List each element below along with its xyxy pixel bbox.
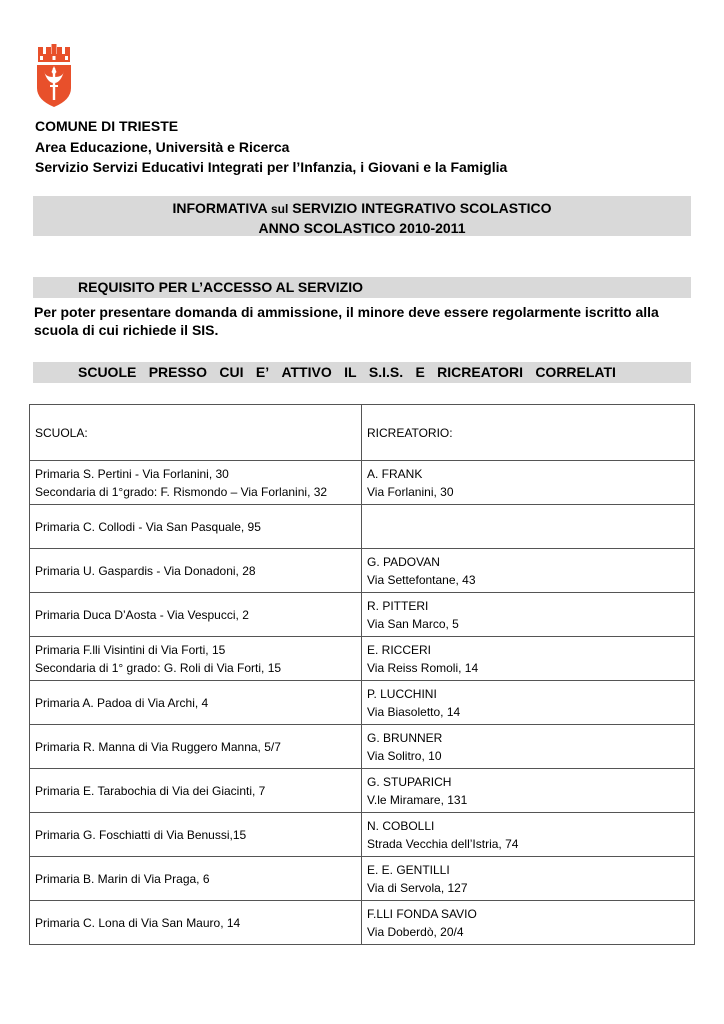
service-name: Servizio Servizi Educativi Integrati per l’Infanzia, i Giovani e la Famiglia	[35, 159, 508, 175]
school-cell-line: Primaria E. Tarabochia di Via dei Giacinti, 7	[35, 783, 266, 798]
school-cell	[30, 681, 362, 725]
recreation-center-cell-line: G. PADOVAN	[367, 554, 440, 569]
school-cell-line: Secondaria di 1°grado: F. Rismondo – Via Forlanini, 32	[35, 484, 328, 499]
recreation-center-cell-line: Via Biasoletto, 14	[367, 704, 461, 719]
school-cell-line: Primaria C. Collodi - Via San Pasquale, 95	[35, 519, 261, 534]
school-cell-line: Primaria B. Marin di Via Praga, 6	[35, 871, 210, 886]
school-cell	[30, 857, 362, 901]
school-cell	[30, 769, 362, 813]
table-row	[30, 593, 695, 637]
department-name: Area Educazione, Università e Ricerca	[35, 138, 290, 155]
heading-word: CORRELATI	[535, 364, 616, 380]
school-column-header: SCUOLA:	[30, 405, 362, 461]
recreation-center-cell-line: Strada Vecchia dell’Istria, 74	[367, 836, 519, 851]
heading-word: RICREATORI	[437, 364, 523, 380]
table-row	[30, 901, 695, 945]
school-cell	[30, 505, 362, 549]
school-cell-line: Primaria F.lli Visintini di Via Forti, 15	[35, 642, 226, 657]
heading-word: S.I.S.	[368, 364, 404, 380]
school-cell	[30, 813, 362, 857]
school-cell	[30, 549, 362, 593]
table-row	[30, 505, 695, 549]
school-cell-line: Primaria U. Gaspardis - Via Donadoni, 28	[35, 563, 256, 578]
school-cell	[30, 461, 362, 505]
school-cell	[30, 901, 362, 945]
table-row	[30, 857, 695, 901]
recreation-center-cell-line: Via Doberdò, 20/4	[367, 924, 464, 939]
recreation-column-header: RICREATORIO:	[362, 405, 695, 461]
heading-word: E’	[255, 364, 270, 380]
table-row	[30, 637, 695, 681]
school-cell-line: Primaria R. Manna di Via Ruggero Manna, 5/7	[35, 739, 281, 754]
recreation-center-cell-line: N. COBOLLI	[367, 818, 435, 833]
school-cell-line: Primaria S. Pertini - Via Forlanini, 30	[35, 466, 229, 481]
schools-heading	[33, 362, 691, 383]
recreation-center-cell-line: F.LLI FONDA SAVIO	[367, 906, 477, 921]
requirement-heading: REQUISITO PER L’ACCESSO AL SERVIZIO	[33, 277, 691, 298]
heading-word: E	[415, 364, 425, 380]
school-cell-line: Secondaria di 1° grado: G. Roli di Via Forti, 15	[35, 660, 282, 675]
recreation-center-cell-line: Via Reiss Romoli, 14	[367, 660, 479, 675]
recreation-center-cell-line: Via di Servola, 127	[367, 880, 468, 895]
recreation-center-cell	[362, 725, 695, 769]
recreation-center-cell-line: Via Forlanini, 30	[367, 484, 454, 499]
recreation-center-cell-line: Via San Marco, 5	[367, 616, 459, 631]
recreation-center-cell	[362, 549, 695, 593]
school-cell	[30, 593, 362, 637]
recreation-center-cell-line: E. RICCERI	[367, 642, 432, 657]
recreation-center-cell	[362, 461, 695, 505]
recreation-center-cell	[362, 857, 695, 901]
school-cell-line: Primaria G. Foschiatti di Via Benussi,15	[35, 827, 247, 842]
heading-word: ATTIVO	[281, 364, 332, 380]
recreation-center-cell-line: Via Settefontane, 43	[367, 572, 476, 587]
heading-word: SCUOLE	[78, 364, 137, 380]
recreation-center-cell-line: P. LUCCHINI	[367, 686, 437, 701]
recreation-center-cell	[362, 593, 695, 637]
heading-word: IL	[344, 364, 357, 380]
table-row	[30, 813, 695, 857]
trieste-coat-of-arms	[36, 44, 72, 108]
recreation-center-cell-line: E. E. GENTILLI	[367, 862, 450, 877]
heading-word: PRESSO	[148, 364, 208, 380]
table-row	[30, 725, 695, 769]
recreation-center-cell	[362, 813, 695, 857]
requirement-text: Per poter presentare domanda di ammissione, il minore deve essere regolarmente iscritto alla scuola di cui richiede il SIS.	[34, 304, 659, 338]
heading-word: CUI	[219, 364, 244, 380]
document-header	[35, 116, 695, 178]
table-header-row	[30, 405, 695, 461]
document-title: INFORMATIVA sul SERVIZIO INTEGRATIVO SCOLASTICO	[172, 200, 552, 216]
recreation-center-cell	[362, 637, 695, 681]
school-cell-line: Primaria Duca D’Aosta - Via Vespucci, 2	[35, 607, 249, 622]
recreation-center-cell-line: R. PITTERI	[367, 598, 429, 613]
table-row	[30, 549, 695, 593]
recreation-center-cell-line: G. BRUNNER	[367, 730, 443, 745]
municipality-name: COMUNE DI TRIESTE	[35, 118, 179, 134]
recreation-center-cell	[362, 505, 695, 549]
school-cell-line: Primaria C. Lona di Via San Mauro, 14	[35, 915, 241, 930]
title-band	[33, 196, 691, 236]
school-cell	[30, 637, 362, 681]
recreation-center-cell	[362, 681, 695, 725]
recreation-center-cell-line: G. STUPARICH	[367, 774, 452, 789]
recreation-center-cell-line: A. FRANK	[367, 466, 423, 481]
table-row	[30, 461, 695, 505]
school-year: ANNO SCOLASTICO 2010-2011	[258, 220, 466, 236]
recreation-center-cell	[362, 901, 695, 945]
school-cell-line: Primaria A. Padoa di Via Archi, 4	[35, 695, 209, 710]
recreation-center-cell-line: V.le Miramare, 131	[367, 792, 468, 807]
recreation-center-cell-line: Via Solitro, 10	[367, 748, 442, 763]
schools-table	[29, 404, 695, 945]
table-row	[30, 681, 695, 725]
school-cell	[30, 725, 362, 769]
table-row	[30, 769, 695, 813]
recreation-center-cell	[362, 769, 695, 813]
